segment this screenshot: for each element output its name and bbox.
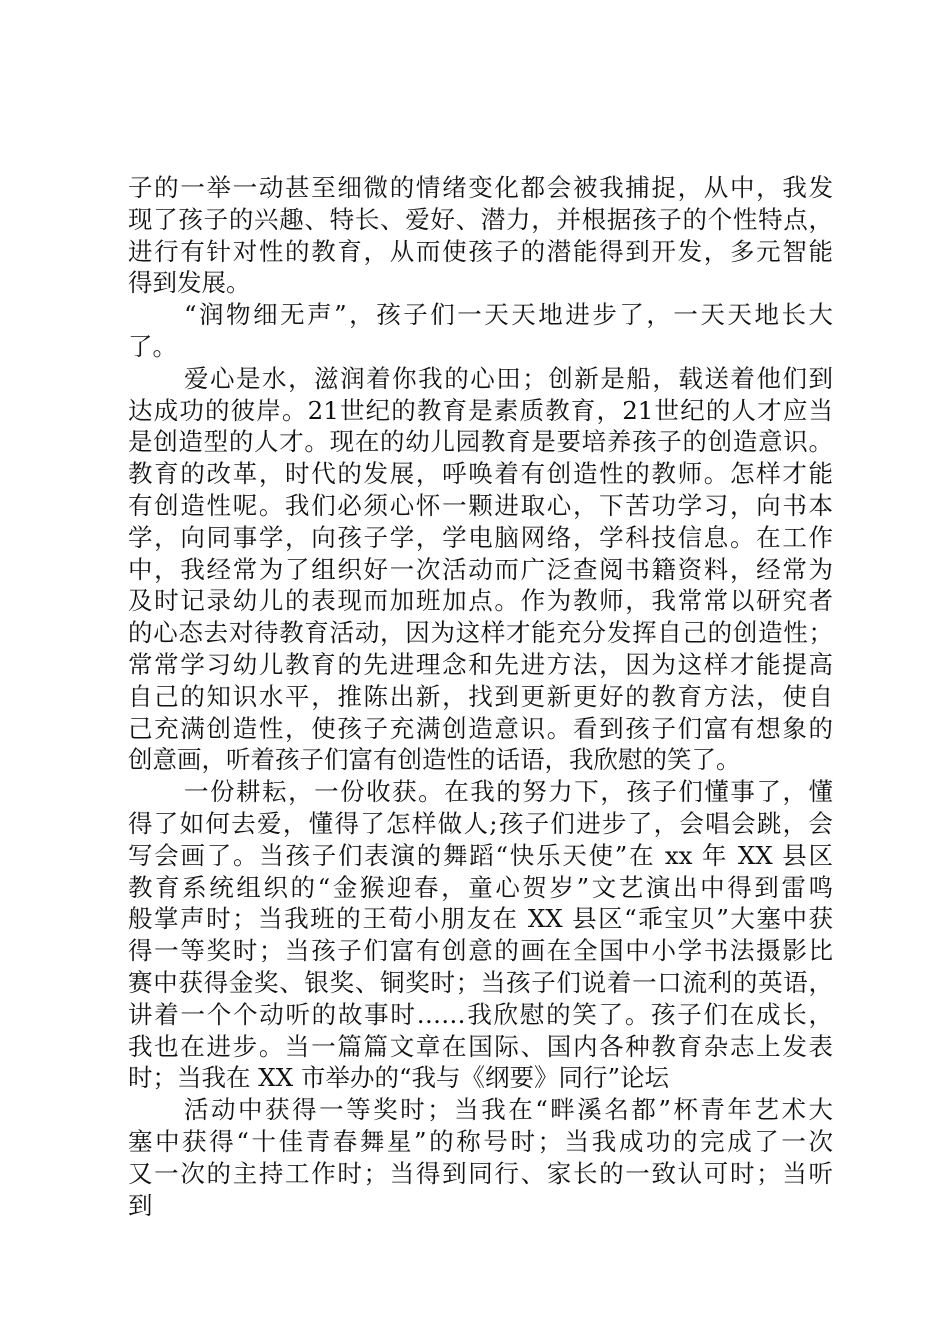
text-line: 教育系统组织的“金猴迎春，童心贺岁”文艺演出中得到雷鸣 [128,872,833,902]
text-line: 爱心是水，滋润着你我的心田；创新是船，载送着他们到 [184,363,833,393]
text-line: 写会画了。当孩子们表演的舞蹈“快乐天使”在 xx 年 XX 县区 [128,840,833,870]
text-line: 中，我经常为了组织好一次活动而广泛查阅书籍资料，经常为 [128,554,833,584]
text-line: 创意画，听着孩子们富有创造性的话语，我欣慰的笑了。 [128,745,741,775]
text-line: 常常学习幼儿教育的先进理念和先进方法，因为这样才能提高 [128,649,833,679]
text-line: 又一次的主持工作时；当得到同行、家长的一致认可时；当听 [128,1158,833,1188]
text-line: 学，向同事学，向孩子学，学电脑网络，学科技信息。在工作 [128,522,833,552]
text-line: 了。 [128,331,177,361]
text-line: 教育的改革，时代的发展，呼唤着有创造性的教师。怎样才能 [128,459,833,489]
body-text [128,172,833,1221]
text-line: 时；当我在 XX 市举办的“我与《纲要》同行”论坛 [128,1063,670,1093]
text-line: 现了孩子的兴趣、特长、爱好、潜力，并根据孩子的个性特点， [128,204,833,234]
text-line: 己充满创造性，使孩子充满创造意识。看到孩子们富有想象的 [128,713,833,743]
text-line: 到 [128,1190,153,1220]
text-line: 自己的知识水平，推陈出新，找到更新更好的教育方法，使自 [128,681,833,711]
text-line: 达成功的彼岸。21世纪的教育是素质教育，21世纪的人才应当 [128,395,833,425]
text-line: 我也在进步。当一篇篇文章在国际、国内各种教育杂志上发表 [128,1031,833,1061]
text-line: 般掌声时；当我班的王荀小朋友在 XX 县区“乖宝贝”大塞中获 [128,904,833,934]
text-line: 及时记录幼儿的表现而加班加点。作为教师，我常常以研究者 [128,586,833,616]
text-line: 得一等奖时；当孩子们富有创意的画在全国中小学书法摄影比 [128,936,833,966]
text-line: 赛中获得金奖、银奖、铜奖时；当孩子们说着一口流利的英语， [128,967,833,997]
text-line: 塞中获得“十佳青春舞星”的称号时；当我成功的完成了一次 [128,1126,833,1156]
text-line: 子的一举一动甚至细微的情绪变化都会被我捕捉，从中，我发 [128,173,833,202]
text-line: 一份耕耘，一份收获。在我的努力下，孩子们懂事了，懂 [184,777,833,807]
text-line: 得了如何去爱，懂得了怎样做人;孩子们进步了，会唱会跳，会 [128,808,833,838]
text-line: 的心态去对待教育活动，因为这样才能充分发挥自己的创造性； [128,618,833,648]
text-line: 活动中获得一等奖时；当我在“畔溪名都”杯青年艺术大 [184,1095,833,1125]
text-line: “润物细无声”，孩子们一天天地进步了，一天天地长大 [184,300,833,330]
text-line: 讲着一个个动听的故事时……我欣慰的笑了。孩子们在成长， [128,999,833,1029]
text-line: 进行有针对性的教育，从而使孩子的潜能得到开发，多元智能 [128,236,833,266]
text-line: 得到发展。 [128,268,251,298]
text-line: 是创造型的人才。现在的幼儿园教育是要培养孩子的创造意识。 [128,427,833,457]
text-line: 有创造性呢。我们必须心怀一颗进取心，下苦功学习，向书本 [128,490,833,520]
